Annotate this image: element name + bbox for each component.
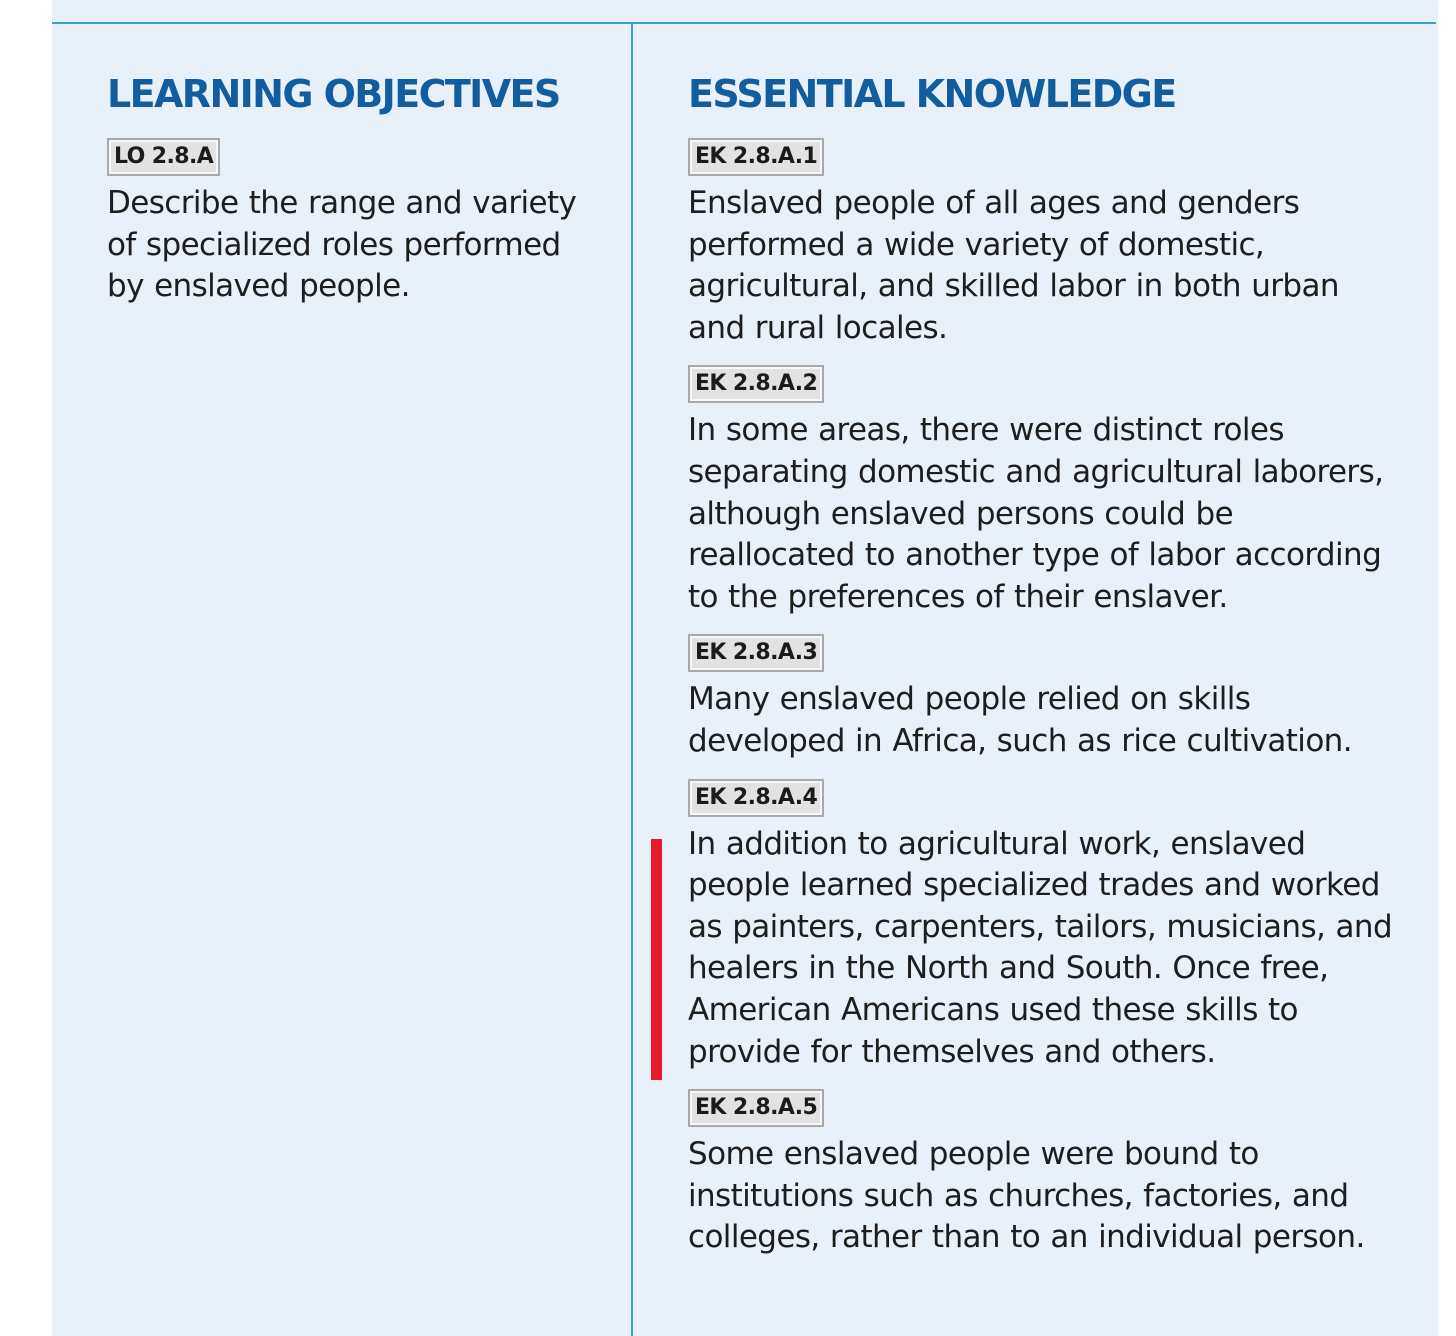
ek-text: In addition to agricultural work, enslaved people learned specialized trades and worked as painters, carpenters, tailors, musicians, and healers in the North and South. Once free, American Americans used these skills to provide for themselves and others. [688, 825, 1393, 1070]
learning-objectives-column [107, 70, 607, 308]
ek-text: Many enslaved people relied on skills developed in Africa, such as rice cultivation. [688, 681, 1352, 759]
essential-knowledge-heading: ESSENTIAL KNOWLEDGE [688, 72, 1176, 116]
ek-code-tag: EK 2.8.A.1 [688, 138, 824, 176]
column-divider [631, 22, 633, 1336]
ek-item [688, 779, 1398, 1074]
ek-code-tag: EK 2.8.A.3 [688, 634, 824, 672]
learning-objectives-heading: LEARNING OBJECTIVES [107, 72, 560, 116]
ek-item [688, 1089, 1398, 1259]
ek-text: In some areas, there were distinct roles separating domestic and agricultural laborers, although enslaved persons could be reallocated to another type of labor according to the preferences of their enslaver. [688, 412, 1384, 615]
ek-code-tag: EK 2.8.A.5 [688, 1089, 824, 1127]
ek-text: Some enslaved people were bound to institutions such as churches, factories, and colleges, rather than to an individual person. [688, 1136, 1365, 1256]
lo-text: Describe the range and variety of specialized roles performed by enslaved people. [107, 185, 577, 305]
ek-item [688, 138, 1398, 349]
essential-knowledge-column [688, 70, 1398, 1259]
ek-code-tag: EK 2.8.A.4 [688, 779, 824, 817]
ek-item [688, 634, 1398, 762]
top-rule [52, 22, 1436, 24]
ek-item [688, 365, 1398, 618]
lo-code-tag: LO 2.8.A [107, 138, 220, 176]
ek-text: Enslaved people of all ages and genders performed a wide variety of domestic, agricultural, and skilled labor in both urban and rural locales. [688, 185, 1339, 346]
ek-code-tag: EK 2.8.A.2 [688, 365, 824, 403]
revision-marker-bar [651, 839, 662, 1080]
